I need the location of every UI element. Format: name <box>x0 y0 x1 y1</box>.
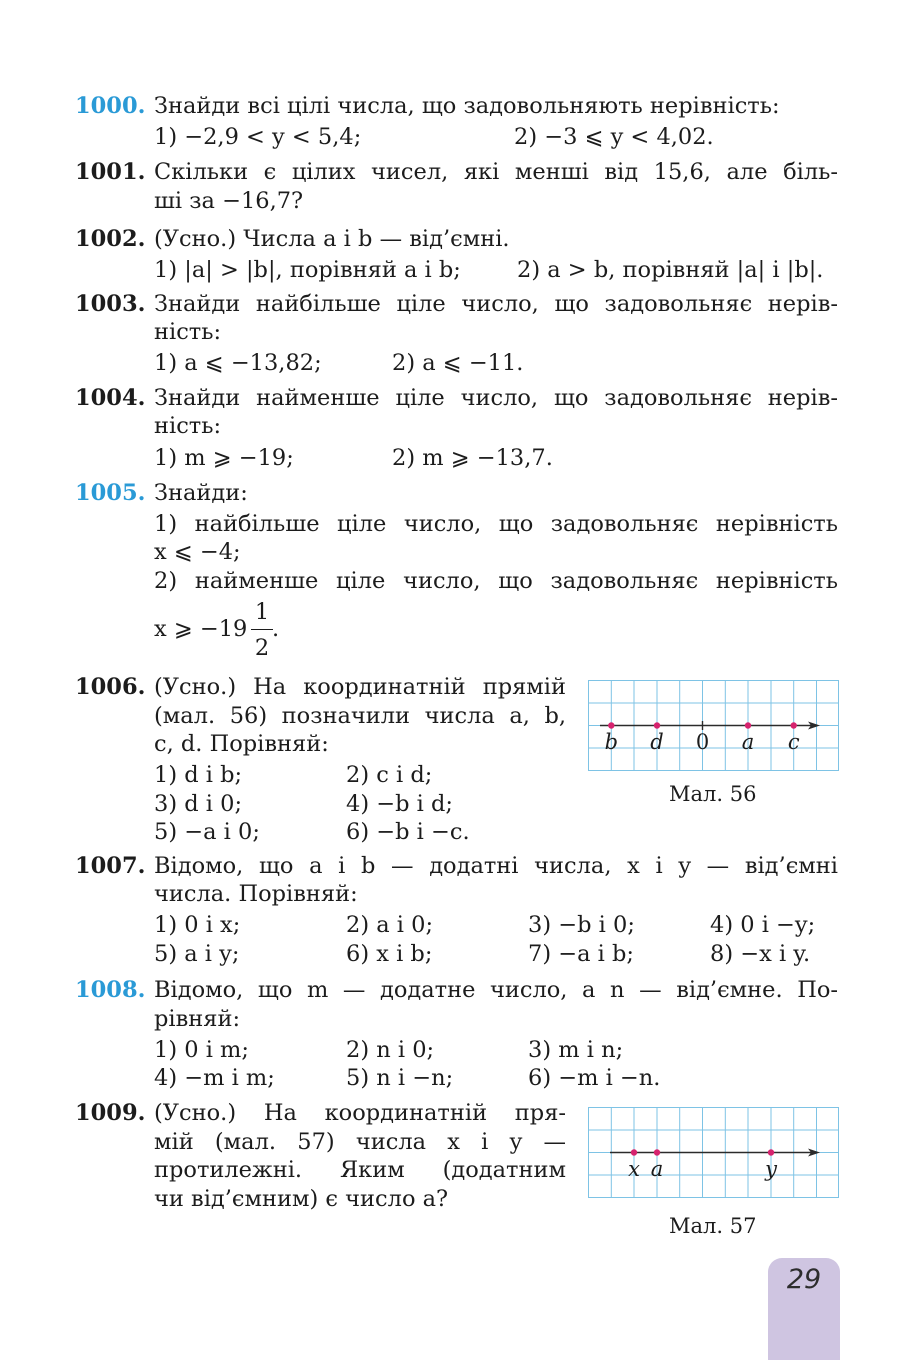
problem-1000-item-2: 2) −3 ⩽ y < 4,02. <box>514 124 714 150</box>
problem-1006-line-3: c, d. Порівняй: <box>154 731 329 757</box>
problem-1005-item-1-line-2: x ⩽ −4; <box>154 539 241 565</box>
point-b <box>608 722 614 728</box>
figure-56-caption: Мал. 56 <box>669 782 757 806</box>
problem-1000-item-1: 1) −2,9 < y < 5,4; <box>154 124 362 150</box>
problem-1009-line-4: чи від’ємним) є число a? <box>154 1186 449 1212</box>
label-a: a <box>650 1157 664 1181</box>
problem-1007-item-6: 6) x і b; <box>346 941 433 967</box>
point-a <box>745 722 751 728</box>
problem-1007-item-1: 1) 0 і x; <box>154 912 241 938</box>
problem-1005-text: Знайди: <box>154 480 248 506</box>
problem-1008-item-4: 4) −m і m; <box>154 1065 275 1091</box>
problem-1007-item-8: 8) −x і y. <box>710 941 811 967</box>
page-number: 29 <box>786 1264 822 1295</box>
problem-1007-line-1: Відомо, що a і b — додатні числа, x і y — від’ємні <box>154 853 838 879</box>
label-x: x <box>628 1157 640 1181</box>
problem-1006-item-4: 4) −b і d; <box>346 791 453 817</box>
problem-1003-item-1: 1) a ⩽ −13,82; <box>154 350 322 376</box>
point-a <box>654 1149 660 1155</box>
point-c <box>791 722 797 728</box>
problem-number-1006: 1006. <box>75 674 146 700</box>
problem-1006-item-1: 1) d і b; <box>154 762 243 788</box>
problem-1008-item-1: 1) 0 і m; <box>154 1037 249 1063</box>
problem-1006-line-1: (Усно.) На координатній прямій <box>154 674 566 700</box>
problem-1006-line-2: (мал. 56) позначили числа a, b, <box>154 703 566 729</box>
problem-1007-item-5: 5) a і y; <box>154 941 240 967</box>
problem-1002-text: (Усно.) Числа a і b — від’ємні. <box>154 226 510 252</box>
problem-1007-item-2: 2) a і 0; <box>346 912 434 938</box>
fraction-denominator: 2 <box>254 635 270 661</box>
label-b: b <box>604 730 619 754</box>
problem-number-1004: 1004. <box>75 385 146 411</box>
problem-1008-item-2: 2) n і 0; <box>346 1037 435 1063</box>
point-x <box>631 1149 637 1155</box>
problem-1000-text: Знайди всі цілі числа, що задовольняють нерівність: <box>154 93 780 119</box>
problem-number-1002: 1002. <box>75 226 146 252</box>
label-zero: 0 <box>695 730 710 754</box>
problem-1004-line-2: ність: <box>154 413 222 439</box>
fraction-end-period: . <box>272 616 280 642</box>
point-y <box>768 1149 774 1155</box>
problem-number-1005: 1005. <box>75 480 146 506</box>
problem-1009-line-2: мій (мал. 57) числа x і y — <box>154 1129 566 1155</box>
problem-number-1008: 1008. <box>75 977 146 1003</box>
problem-1004-line-1: Знайди найменше ціле число, що задовольняє нерів- <box>154 385 838 411</box>
problem-1006-item-6: 6) −b і −c. <box>346 819 470 845</box>
figure-57-caption: Мал. 57 <box>669 1214 757 1238</box>
problem-1005-item-2-line-1: 2) найменше ціле число, що задовольняє нерівність <box>154 568 838 594</box>
problem-1008-item-3: 3) m і n; <box>528 1037 624 1063</box>
problem-1005-item-2-line-2: x ⩾ −19 <box>154 616 248 642</box>
point-d <box>654 722 660 728</box>
fraction-bar <box>251 629 273 630</box>
problem-1008-item-6: 6) −m і −n. <box>528 1065 661 1091</box>
problem-1003-line-2: ність: <box>154 319 222 345</box>
problem-number-1007: 1007. <box>75 853 146 879</box>
problem-1002-item-2: 2) a > b, порівняй |a| і |b|. <box>517 257 824 283</box>
problem-1003-line-1: Знайди найбільше ціле число, що задовольняє нерів- <box>154 291 838 317</box>
problem-1007-line-2: числа. Порівняй: <box>154 881 358 907</box>
problem-1001-line-1: Скільки є цілих чисел, які менші від 15,6, але біль- <box>154 159 838 185</box>
problem-1005-item-1-line-1: 1) найбільше ціле число, що задовольняє нерівність <box>154 511 838 537</box>
problem-1004-item-2: 2) m ⩾ −13,7. <box>392 445 553 471</box>
problem-1006-item-5: 5) −a і 0; <box>154 819 260 845</box>
problem-1008-line-2: рівняй: <box>154 1006 241 1032</box>
label-y: y <box>765 1157 777 1181</box>
problem-1009-line-1: (Усно.) На координатній пря- <box>154 1100 566 1126</box>
problem-number-1000: 1000. <box>75 93 146 119</box>
label-c: c <box>787 730 800 754</box>
problem-1004-item-1: 1) m ⩾ −19; <box>154 445 294 471</box>
problem-number-1001: 1001. <box>75 159 146 185</box>
figure-57-number-line <box>588 1107 840 1199</box>
problem-1002-item-1: 1) |a| > |b|, порівняй a і b; <box>154 257 461 283</box>
problem-1008-item-5: 5) n і −n; <box>346 1065 454 1091</box>
problem-1007-item-3: 3) −b і 0; <box>528 912 635 938</box>
problem-1006-item-3: 3) d і 0; <box>154 791 243 817</box>
problem-1006-item-2: 2) c і d; <box>346 762 433 788</box>
label-a: a <box>741 730 755 754</box>
fraction-numerator: 1 <box>254 599 270 625</box>
problem-1007-item-4: 4) 0 і −y; <box>710 912 816 938</box>
problem-1007-item-7: 7) −a і b; <box>528 941 634 967</box>
problem-1003-item-2: 2) a ⩽ −11. <box>392 350 524 376</box>
problem-1009-line-3: протилежні. Яким (додатним <box>154 1157 566 1183</box>
problem-1001-line-2: ші за −16,7? <box>154 188 304 214</box>
label-d: d <box>650 730 664 754</box>
problem-1008-line-1: Відомо, що m — додатне число, а n — від’ємне. По- <box>154 977 838 1003</box>
figure-56-number-line <box>588 680 840 772</box>
problem-number-1009: 1009. <box>75 1100 146 1126</box>
page-tab <box>768 1258 840 1360</box>
problem-number-1003: 1003. <box>75 291 146 317</box>
